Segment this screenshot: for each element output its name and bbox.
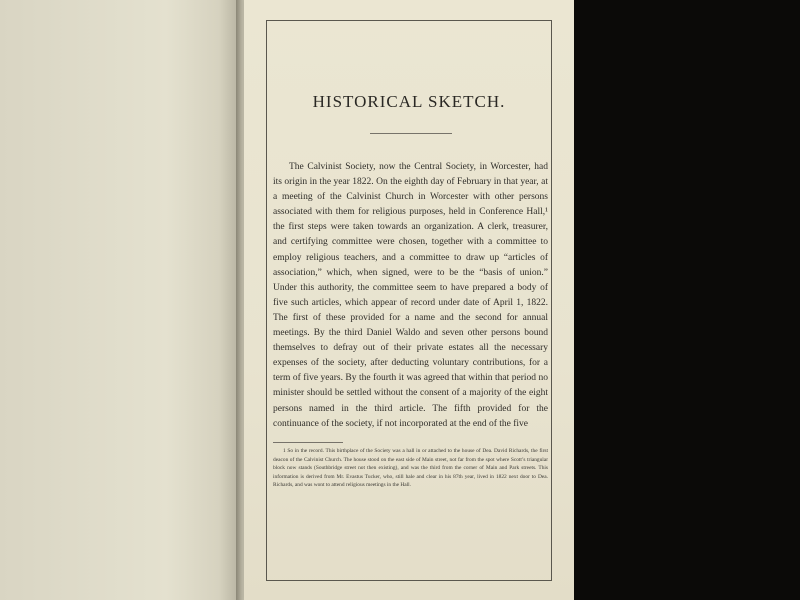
body-text xyxy=(273,160,548,432)
footnote xyxy=(273,447,548,490)
footnote-rule xyxy=(273,442,343,443)
page-title: HISTORICAL SKETCH. xyxy=(312,92,506,111)
title-rule xyxy=(370,133,452,134)
footnote-text: 1 So in the record. This birthplace of the Society was a hall in or attached to the house of Dea. David Richards, the first deacon of the Calvinist Church. The house stood on the east side of Main street, not far from the spot where Scott’s triangular block now stands (Southbridge street not then existing), and was the third from the corner of Main and Park streets. This information is derived from Mr. Evastus Tucker, who, still hale and clear in his 87th year, lived in 1822 next door to Dea. Richards, and was wont to attend religious meetings in the Hall. xyxy=(273,448,548,489)
left-facing-page xyxy=(0,0,238,600)
dark-background xyxy=(574,0,800,600)
body-paragraph: The Calvinist Society, now the Central Society, in Worcester, had its origin in the year 1822. On the eighth day of February in that year, at a meeting of the Calvinist Church in Worcester with other persons associated with them for religious purposes, held in Conference Hall,¹ the first steps were taken towards an organization. A clerk, treasurer, and certifying committee were chosen, together with a committee to employ religious teachers, and a committee to draw up “articles of association,” which, when signed, were to be the “basis of union.” Under this authority, the committee seem to have prepared a body of five such articles, which appear of record under date of April 1, 1822. The first of these provided for a name and the second for annual meetings. By the third Daniel Waldo and seven other persons bound themselves to defray out of their private estates all the necessary expenses of the society, after deducting voluntary contributions, for a term of five years. By the fourth it was agreed that within that period no minister should be settled without the consent of a majority of the eight persons named in the third article. The fifth provided for the continuance of the society, if not incorporated at the end of the five xyxy=(273,162,548,429)
